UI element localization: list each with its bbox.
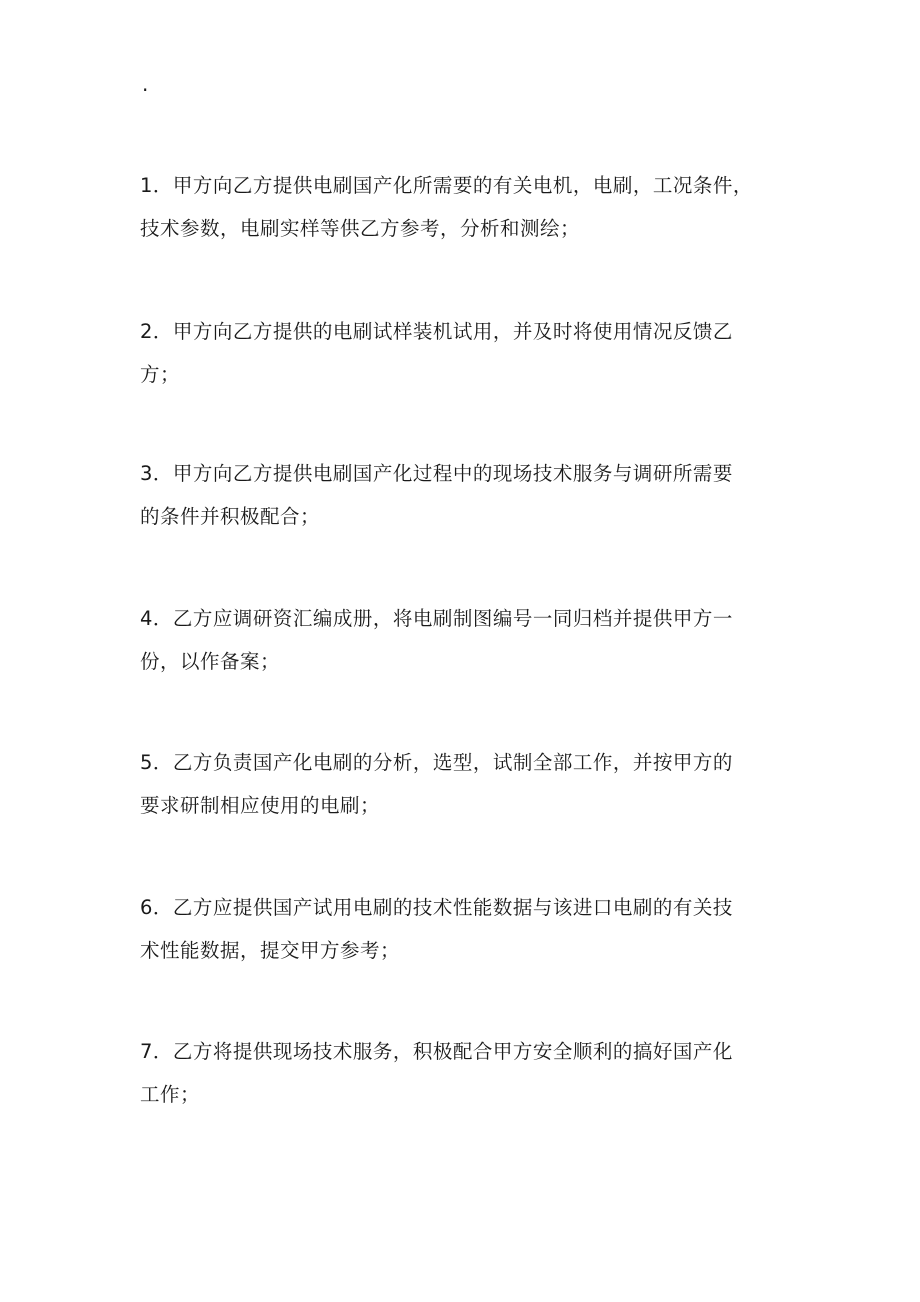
clause-1 (140, 164, 800, 250)
clause-3-line-2: 的条件并积极配合； (140, 505, 321, 528)
clause-2-line-2: 方； (140, 363, 181, 386)
clause-4-line-1: 4．乙方应调研资汇编成册，将电刷制图编号一同归档并提供甲方一 (140, 607, 733, 630)
clause-4-line-2: 份，以作备案； (140, 650, 281, 673)
clause-3 (140, 452, 800, 538)
clause-2-line-1: 2．甲方向乙方提供的电刷试样装机试用，并及时将使用情况反馈乙 (140, 320, 733, 343)
clause-7-line-2: 工作； (140, 1083, 201, 1106)
clause-6-line-1: 6．乙方应提供国产试用电刷的技术性能数据与该进口电刷的有关技 (140, 896, 733, 919)
clause-5-line-2: 要求研制相应使用的电刷； (140, 794, 381, 817)
clause-2 (140, 310, 800, 396)
clause-1-line-1: 1．甲方向乙方提供电刷国产化所需要的有关电机，电刷，工况条件， (140, 174, 753, 197)
clause-4 (140, 597, 800, 683)
clause-1-line-2: 技术参数，电刷实样等供乙方参考，分析和测绘； (140, 217, 581, 240)
clause-5 (140, 741, 800, 827)
clause-7-line-1: 7．乙方将提供现场技术服务，积极配合甲方安全顺利的搞好国产化 (140, 1040, 733, 1063)
clause-6 (140, 886, 800, 972)
clause-7 (140, 1030, 800, 1116)
clause-6-line-2: 术性能数据，提交甲方参考； (140, 939, 401, 962)
clause-5-line-1: 5．乙方负责国产化电刷的分析，选型，试制全部工作，并按甲方的 (140, 751, 733, 774)
clause-3-line-1: 3．甲方向乙方提供电刷国产化过程中的现场技术服务与调研所需要 (140, 462, 733, 485)
top-dot-mark: . (142, 72, 149, 96)
